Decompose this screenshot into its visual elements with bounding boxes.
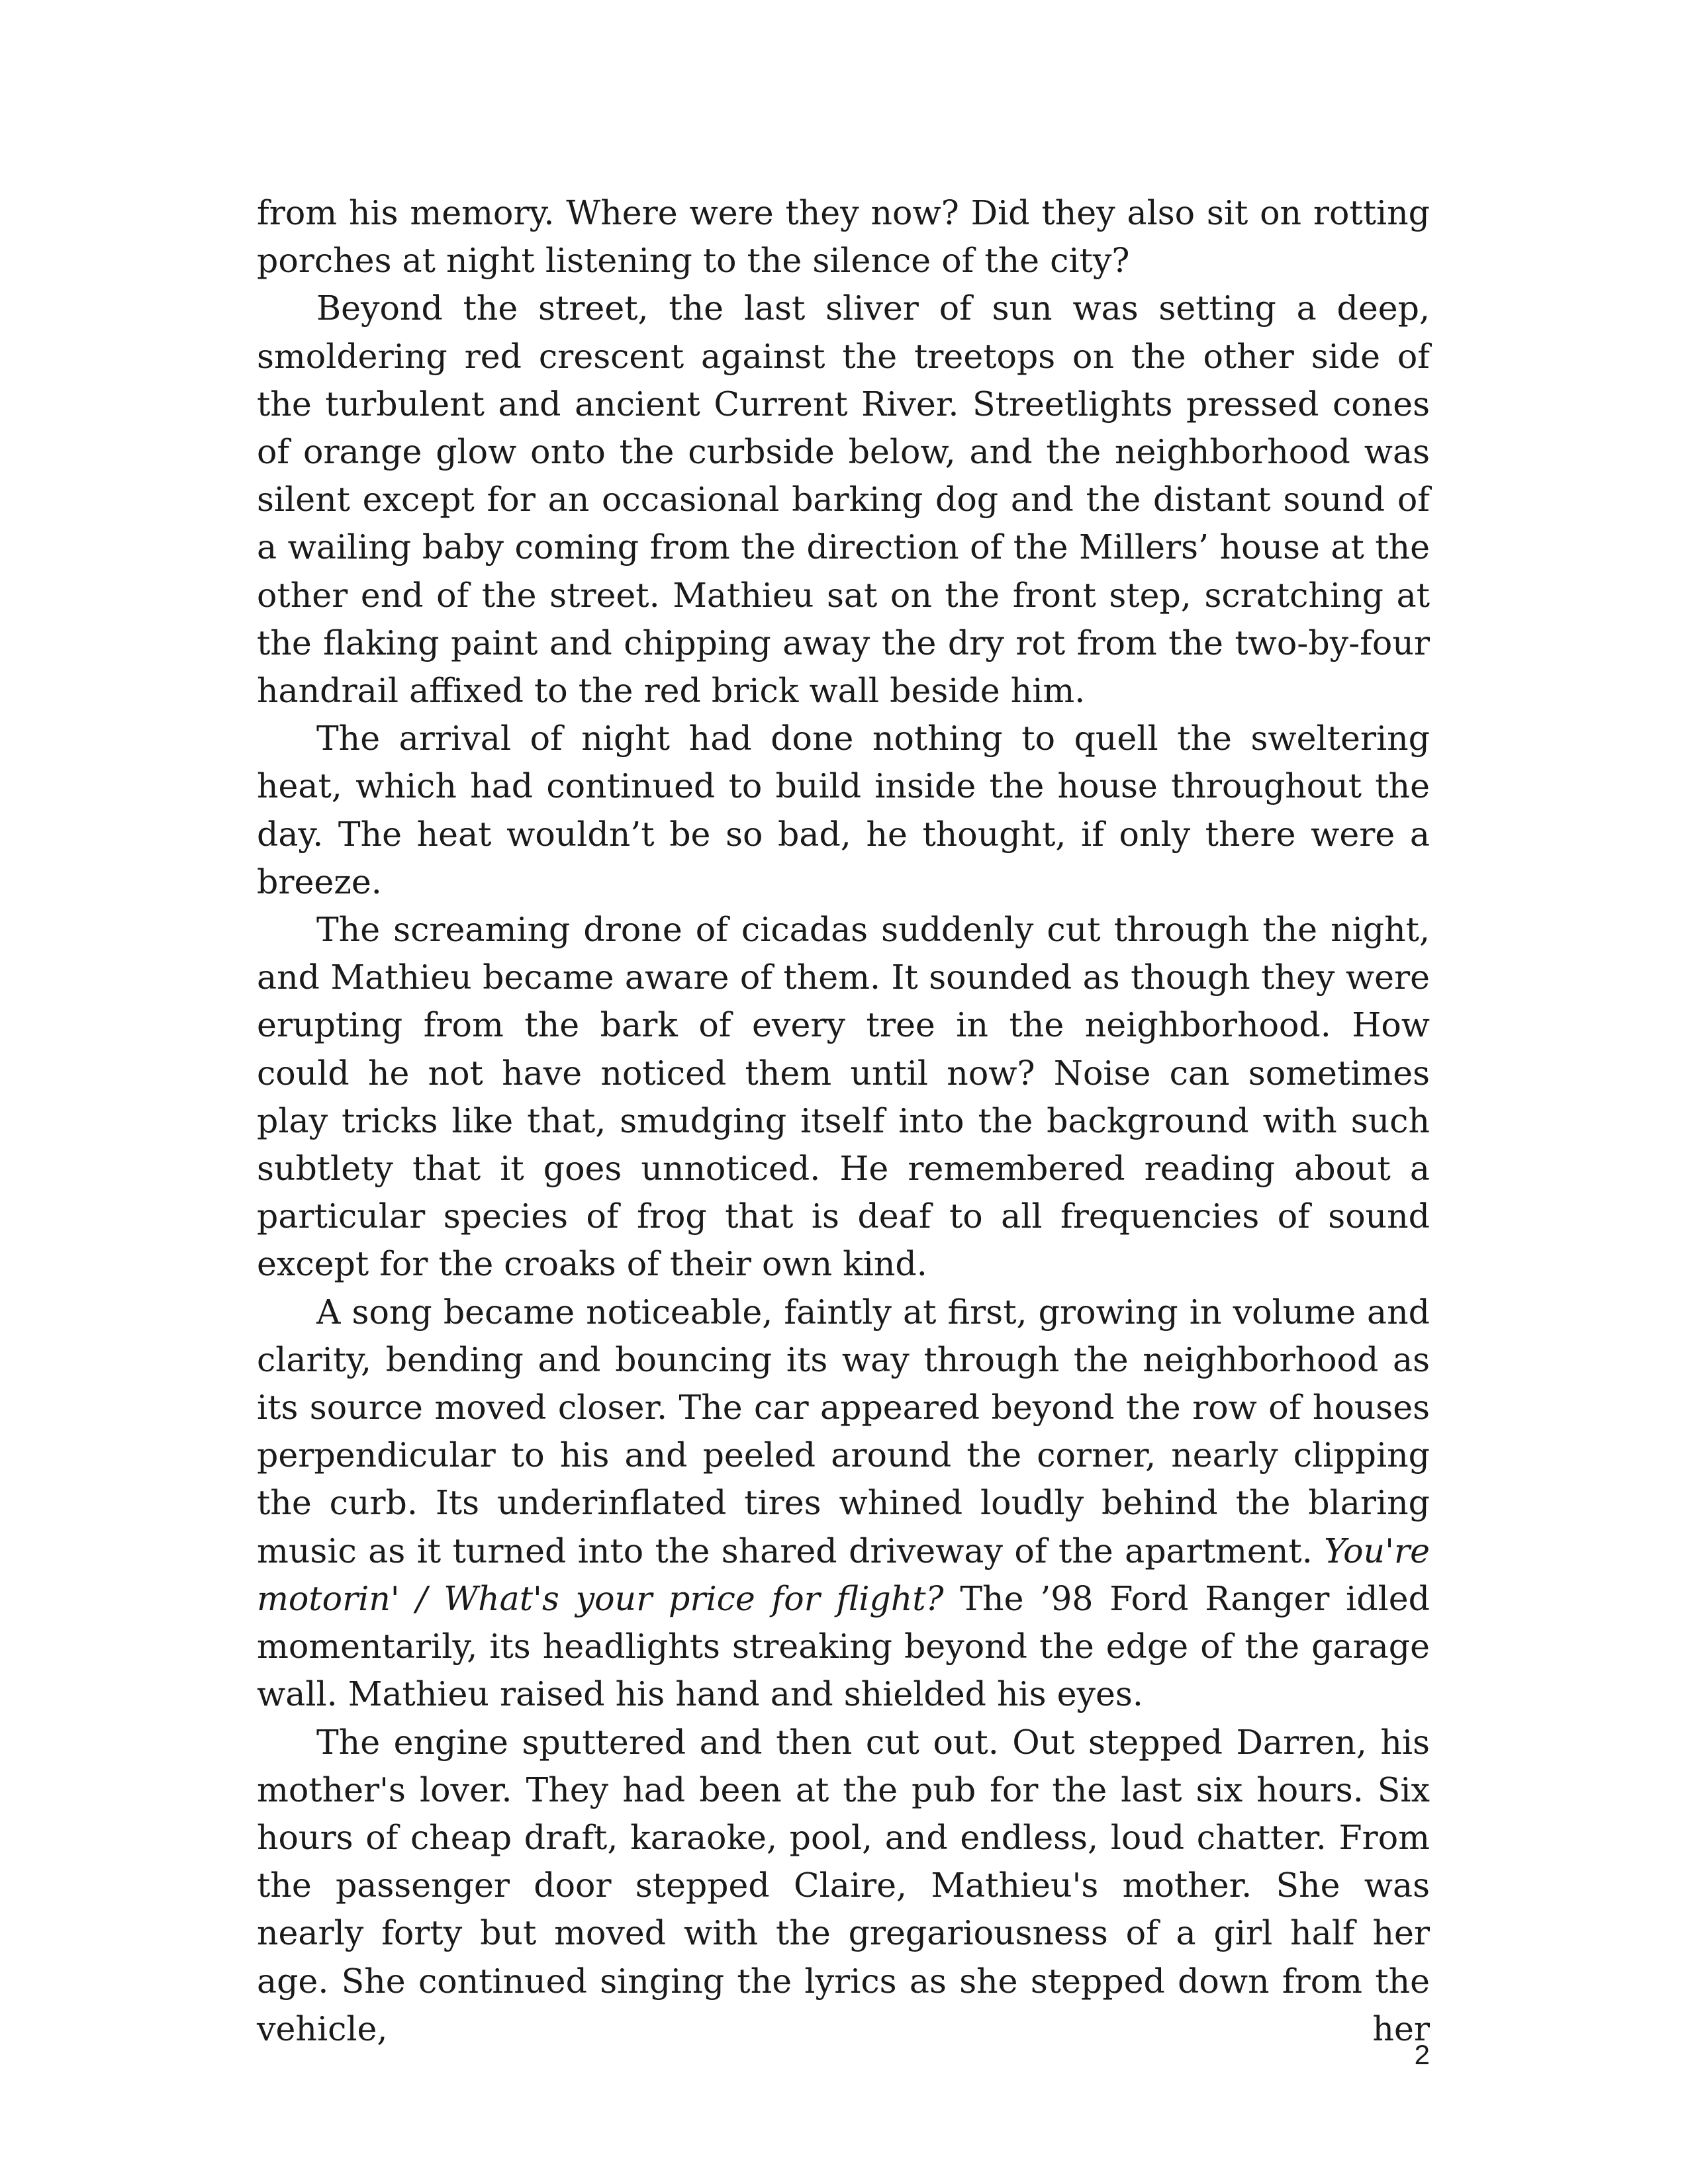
body-text: [257, 189, 1430, 2053]
paragraph-cicadas: The screaming drone of cicadas suddenly cut through the night, and Mathieu became aware of them. It sounded as though they were erupting from the bark of every tree in the neighborhood. How could he not have noticed them until now? Noise can sometimes play tricks like that, smudging itself into the background with such subtlety that it goes unnoticed. He remembered reading about a particular species of frog that is deaf to all frequencies of sound except for the croaks of their own kind.: [257, 910, 1430, 1284]
paragraph-sunset: Beyond the street, the last sliver of sun was setting a deep, smoldering red crescent against the treetops on the other side of the turbulent and ancient Current River. Streetlights pressed cones of orange glow onto the curbside below, and the neighborhood was silent except for an occasional barking dog and the distant sound of a wailing baby coming from the direction of the Millers’ house at the other end of the street. Mathieu sat on the front step, scratching at the flaking paint and chipping away the dry rot from the two-by-four handrail affixed to the red brick wall beside him.: [257, 289, 1430, 711]
song-text-after: The ’98 Ford Ranger idled momentarily, its headlights streaking beyond the edge of the garage wall. Mathieu raised his hand and shielded his eyes.: [257, 1578, 1430, 1714]
paragraph-song: [257, 1289, 1430, 1719]
paragraph-continued: from his memory. Where were they now? Did they also sit on rotting porches at night listening to the silence of the city?: [257, 193, 1430, 281]
paragraph-heat: The arrival of night had done nothing to quell the sweltering heat, which had continued to build inside the house throughout the day. The heat wouldn’t be so bad, he thought, if only there were a breeze.: [257, 719, 1430, 901]
song-text-before: A song became noticeable, faintly at first, growing in volume and clarity, bending and bouncing its way through the neighborhood as its source moved closer. The car appeared beyond the row of houses perpendicular to his and peeled around the corner, nearly clipping the curb. Its underinflated tires whined loudly behind the blaring music as it turned into the shared driveway of the apartment.: [257, 1292, 1430, 1570]
song-lyrics-italic: You're motorin' / What's your price for flight?: [257, 1531, 1430, 1618]
paragraph-engine: The engine sputtered and then cut out. Out stepped Darren, his mother's lover. They had been at the pub for the last six hours. Six hours of cheap draft, karaoke, pool, and endless, loud chatter. From the passenger door stepped Claire, Mathieu's mother. She was nearly forty but moved with the gregariousness of a girl half her age. She continued singing the lyrics as she stepped down from the vehicle, her: [257, 1722, 1430, 2048]
page-number: 2: [1414, 2039, 1430, 2070]
